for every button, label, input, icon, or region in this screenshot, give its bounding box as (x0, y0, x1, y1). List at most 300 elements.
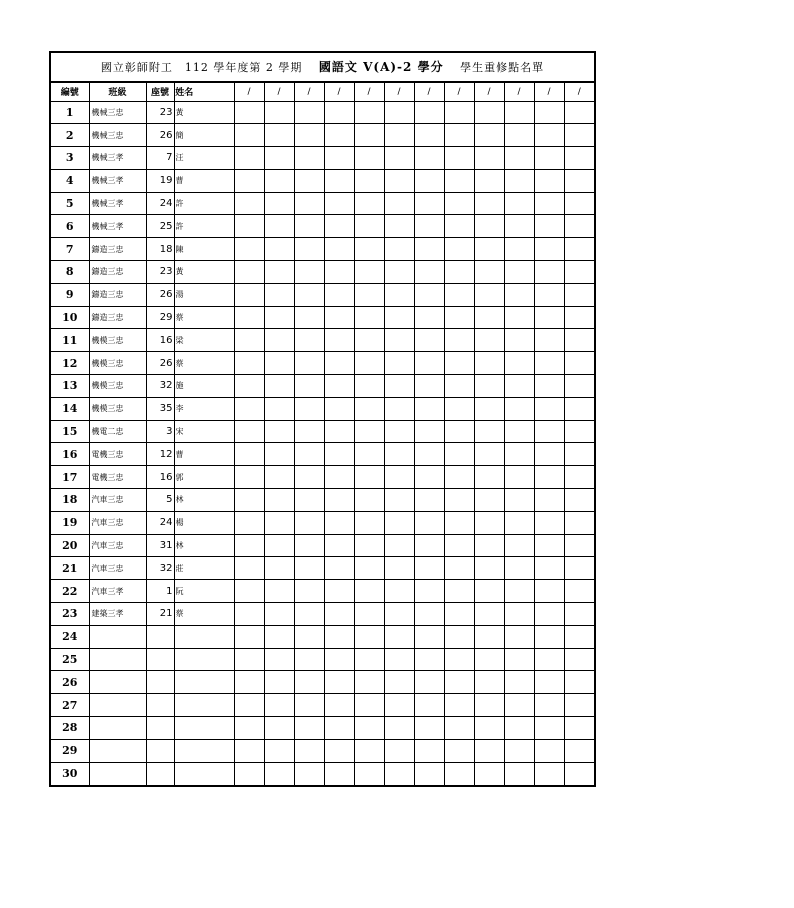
attendance-cell[interactable] (504, 261, 534, 284)
attendance-cell[interactable] (564, 762, 594, 785)
attendance-cell[interactable] (534, 717, 564, 740)
attendance-cell[interactable] (264, 397, 294, 420)
attendance-cell[interactable] (234, 397, 264, 420)
attendance-cell[interactable] (564, 648, 594, 671)
attendance-cell[interactable] (444, 648, 474, 671)
attendance-cell[interactable] (324, 169, 354, 192)
attendance-cell[interactable] (324, 580, 354, 603)
attendance-cell[interactable] (234, 124, 264, 147)
attendance-cell[interactable] (324, 534, 354, 557)
attendance-cell[interactable] (444, 580, 474, 603)
attendance-cell[interactable] (534, 101, 564, 124)
attendance-cell[interactable] (264, 534, 294, 557)
attendance-cell[interactable] (504, 717, 534, 740)
attendance-cell[interactable] (294, 261, 324, 284)
attendance-cell[interactable] (234, 329, 264, 352)
attendance-cell[interactable] (294, 306, 324, 329)
attendance-cell[interactable] (354, 443, 384, 466)
attendance-cell[interactable] (384, 466, 414, 489)
attendance-cell[interactable] (234, 283, 264, 306)
attendance-cell[interactable] (414, 694, 444, 717)
attendance-cell[interactable] (534, 603, 564, 626)
attendance-cell[interactable] (534, 261, 564, 284)
attendance-cell[interactable] (414, 557, 444, 580)
attendance-cell[interactable] (324, 603, 354, 626)
attendance-cell[interactable] (234, 762, 264, 785)
attendance-cell[interactable] (564, 625, 594, 648)
attendance-cell[interactable] (564, 124, 594, 147)
attendance-cell[interactable] (474, 283, 504, 306)
attendance-cell[interactable] (264, 101, 294, 124)
attendance-cell[interactable] (324, 329, 354, 352)
attendance-cell[interactable] (504, 147, 534, 170)
attendance-cell[interactable] (384, 694, 414, 717)
attendance-cell[interactable] (534, 443, 564, 466)
attendance-cell[interactable] (474, 580, 504, 603)
attendance-cell[interactable] (504, 694, 534, 717)
attendance-cell[interactable] (354, 215, 384, 238)
attendance-cell[interactable] (384, 443, 414, 466)
attendance-cell[interactable] (534, 124, 564, 147)
attendance-cell[interactable] (354, 352, 384, 375)
attendance-cell[interactable] (234, 215, 264, 238)
attendance-cell[interactable] (474, 420, 504, 443)
attendance-cell[interactable] (504, 671, 534, 694)
attendance-cell[interactable] (234, 694, 264, 717)
attendance-cell[interactable] (534, 238, 564, 261)
attendance-cell[interactable] (354, 420, 384, 443)
attendance-cell[interactable] (234, 625, 264, 648)
attendance-cell[interactable] (414, 215, 444, 238)
attendance-cell[interactable] (354, 466, 384, 489)
attendance-cell[interactable] (534, 329, 564, 352)
attendance-cell[interactable] (504, 420, 534, 443)
attendance-cell[interactable] (504, 557, 534, 580)
attendance-cell[interactable] (444, 603, 474, 626)
attendance-cell[interactable] (324, 283, 354, 306)
attendance-cell[interactable] (234, 375, 264, 398)
attendance-cell[interactable] (564, 192, 594, 215)
attendance-cell[interactable] (264, 625, 294, 648)
attendance-cell[interactable] (234, 511, 264, 534)
attendance-cell[interactable] (324, 306, 354, 329)
attendance-cell[interactable] (324, 147, 354, 170)
attendance-cell[interactable] (504, 215, 534, 238)
attendance-cell[interactable] (504, 238, 534, 261)
attendance-cell[interactable] (504, 306, 534, 329)
attendance-cell[interactable] (384, 215, 414, 238)
attendance-cell[interactable] (444, 762, 474, 785)
attendance-cell[interactable] (264, 511, 294, 534)
attendance-cell[interactable] (294, 671, 324, 694)
attendance-cell[interactable] (474, 534, 504, 557)
attendance-cell[interactable] (444, 717, 474, 740)
attendance-cell[interactable] (324, 192, 354, 215)
attendance-cell[interactable] (474, 443, 504, 466)
attendance-cell[interactable] (294, 101, 324, 124)
attendance-cell[interactable] (264, 603, 294, 626)
attendance-cell[interactable] (534, 557, 564, 580)
attendance-cell[interactable] (414, 375, 444, 398)
attendance-cell[interactable] (264, 124, 294, 147)
attendance-cell[interactable] (564, 397, 594, 420)
attendance-cell[interactable] (414, 648, 444, 671)
attendance-cell[interactable] (414, 329, 444, 352)
attendance-cell[interactable] (324, 420, 354, 443)
attendance-cell[interactable] (474, 717, 504, 740)
attendance-cell[interactable] (414, 238, 444, 261)
attendance-cell[interactable] (414, 603, 444, 626)
attendance-cell[interactable] (324, 397, 354, 420)
attendance-cell[interactable] (414, 352, 444, 375)
attendance-cell[interactable] (564, 466, 594, 489)
attendance-cell[interactable] (444, 192, 474, 215)
attendance-cell[interactable] (414, 625, 444, 648)
attendance-cell[interactable] (264, 329, 294, 352)
attendance-cell[interactable] (564, 580, 594, 603)
attendance-cell[interactable] (504, 762, 534, 785)
attendance-cell[interactable] (414, 580, 444, 603)
attendance-cell[interactable] (474, 261, 504, 284)
attendance-cell[interactable] (414, 101, 444, 124)
attendance-cell[interactable] (234, 739, 264, 762)
attendance-cell[interactable] (234, 648, 264, 671)
attendance-cell[interactable] (324, 557, 354, 580)
attendance-cell[interactable] (534, 375, 564, 398)
attendance-cell[interactable] (294, 580, 324, 603)
attendance-cell[interactable] (414, 717, 444, 740)
attendance-cell[interactable] (384, 238, 414, 261)
attendance-cell[interactable] (504, 375, 534, 398)
attendance-cell[interactable] (564, 375, 594, 398)
attendance-cell[interactable] (264, 443, 294, 466)
attendance-cell[interactable] (294, 557, 324, 580)
attendance-cell[interactable] (354, 169, 384, 192)
attendance-cell[interactable] (534, 192, 564, 215)
attendance-cell[interactable] (234, 306, 264, 329)
attendance-cell[interactable] (474, 124, 504, 147)
attendance-cell[interactable] (264, 694, 294, 717)
attendance-cell[interactable] (294, 717, 324, 740)
attendance-cell[interactable] (264, 147, 294, 170)
attendance-cell[interactable] (294, 648, 324, 671)
attendance-cell[interactable] (564, 534, 594, 557)
attendance-cell[interactable] (384, 352, 414, 375)
attendance-cell[interactable] (414, 147, 444, 170)
attendance-cell[interactable] (474, 648, 504, 671)
attendance-cell[interactable] (354, 375, 384, 398)
attendance-cell[interactable] (444, 557, 474, 580)
attendance-cell[interactable] (354, 283, 384, 306)
attendance-cell[interactable] (414, 489, 444, 512)
attendance-cell[interactable] (354, 717, 384, 740)
attendance-cell[interactable] (414, 511, 444, 534)
attendance-cell[interactable] (564, 420, 594, 443)
attendance-cell[interactable] (444, 215, 474, 238)
attendance-cell[interactable] (474, 762, 504, 785)
attendance-cell[interactable] (294, 192, 324, 215)
attendance-cell[interactable] (294, 443, 324, 466)
attendance-cell[interactable] (294, 420, 324, 443)
attendance-cell[interactable] (294, 147, 324, 170)
attendance-cell[interactable] (504, 739, 534, 762)
attendance-cell[interactable] (444, 511, 474, 534)
attendance-cell[interactable] (264, 466, 294, 489)
attendance-cell[interactable] (414, 192, 444, 215)
attendance-cell[interactable] (474, 397, 504, 420)
attendance-cell[interactable] (534, 739, 564, 762)
attendance-cell[interactable] (504, 443, 534, 466)
attendance-cell[interactable] (264, 557, 294, 580)
attendance-cell[interactable] (504, 625, 534, 648)
attendance-cell[interactable] (444, 169, 474, 192)
attendance-cell[interactable] (474, 375, 504, 398)
attendance-cell[interactable] (354, 557, 384, 580)
attendance-cell[interactable] (294, 215, 324, 238)
attendance-cell[interactable] (414, 739, 444, 762)
attendance-cell[interactable] (444, 147, 474, 170)
attendance-cell[interactable] (324, 101, 354, 124)
attendance-cell[interactable] (474, 625, 504, 648)
attendance-cell[interactable] (504, 489, 534, 512)
attendance-cell[interactable] (354, 534, 384, 557)
attendance-cell[interactable] (294, 283, 324, 306)
attendance-cell[interactable] (534, 648, 564, 671)
attendance-cell[interactable] (384, 671, 414, 694)
attendance-cell[interactable] (564, 603, 594, 626)
attendance-cell[interactable] (294, 511, 324, 534)
attendance-cell[interactable] (474, 511, 504, 534)
attendance-cell[interactable] (444, 375, 474, 398)
attendance-cell[interactable] (414, 306, 444, 329)
attendance-cell[interactable] (534, 466, 564, 489)
attendance-cell[interactable] (384, 261, 414, 284)
attendance-cell[interactable] (534, 580, 564, 603)
attendance-cell[interactable] (534, 489, 564, 512)
attendance-cell[interactable] (444, 420, 474, 443)
attendance-cell[interactable] (354, 739, 384, 762)
attendance-cell[interactable] (384, 717, 414, 740)
attendance-cell[interactable] (474, 739, 504, 762)
attendance-cell[interactable] (354, 489, 384, 512)
attendance-cell[interactable] (264, 489, 294, 512)
attendance-cell[interactable] (354, 306, 384, 329)
attendance-cell[interactable] (474, 215, 504, 238)
attendance-cell[interactable] (564, 101, 594, 124)
attendance-cell[interactable] (354, 603, 384, 626)
attendance-cell[interactable] (504, 580, 534, 603)
attendance-cell[interactable] (564, 329, 594, 352)
attendance-cell[interactable] (474, 352, 504, 375)
attendance-cell[interactable] (354, 329, 384, 352)
attendance-cell[interactable] (354, 648, 384, 671)
attendance-cell[interactable] (474, 169, 504, 192)
attendance-cell[interactable] (294, 169, 324, 192)
attendance-cell[interactable] (264, 215, 294, 238)
attendance-cell[interactable] (324, 671, 354, 694)
attendance-cell[interactable] (264, 580, 294, 603)
attendance-cell[interactable] (354, 671, 384, 694)
attendance-cell[interactable] (534, 671, 564, 694)
attendance-cell[interactable] (414, 671, 444, 694)
attendance-cell[interactable] (264, 739, 294, 762)
attendance-cell[interactable] (354, 625, 384, 648)
attendance-cell[interactable] (294, 694, 324, 717)
attendance-cell[interactable] (264, 283, 294, 306)
attendance-cell[interactable] (564, 306, 594, 329)
attendance-cell[interactable] (474, 147, 504, 170)
attendance-cell[interactable] (534, 283, 564, 306)
attendance-cell[interactable] (384, 511, 414, 534)
attendance-cell[interactable] (564, 717, 594, 740)
attendance-cell[interactable] (384, 192, 414, 215)
attendance-cell[interactable] (354, 147, 384, 170)
attendance-cell[interactable] (534, 511, 564, 534)
attendance-cell[interactable] (384, 101, 414, 124)
attendance-cell[interactable] (564, 261, 594, 284)
attendance-cell[interactable] (234, 238, 264, 261)
attendance-cell[interactable] (504, 124, 534, 147)
attendance-cell[interactable] (294, 124, 324, 147)
attendance-cell[interactable] (474, 192, 504, 215)
attendance-cell[interactable] (324, 648, 354, 671)
attendance-cell[interactable] (444, 397, 474, 420)
attendance-cell[interactable] (264, 306, 294, 329)
attendance-cell[interactable] (504, 192, 534, 215)
attendance-cell[interactable] (474, 306, 504, 329)
attendance-cell[interactable] (384, 648, 414, 671)
attendance-cell[interactable] (474, 557, 504, 580)
attendance-cell[interactable] (234, 603, 264, 626)
attendance-cell[interactable] (384, 603, 414, 626)
attendance-cell[interactable] (444, 694, 474, 717)
attendance-cell[interactable] (414, 466, 444, 489)
attendance-cell[interactable] (474, 101, 504, 124)
attendance-cell[interactable] (444, 261, 474, 284)
attendance-cell[interactable] (504, 397, 534, 420)
attendance-cell[interactable] (264, 375, 294, 398)
attendance-cell[interactable] (234, 717, 264, 740)
attendance-cell[interactable] (564, 147, 594, 170)
attendance-cell[interactable] (444, 283, 474, 306)
attendance-cell[interactable] (504, 511, 534, 534)
attendance-cell[interactable] (504, 352, 534, 375)
attendance-cell[interactable] (324, 717, 354, 740)
attendance-cell[interactable] (384, 169, 414, 192)
attendance-cell[interactable] (324, 694, 354, 717)
attendance-cell[interactable] (264, 717, 294, 740)
attendance-cell[interactable] (264, 261, 294, 284)
attendance-cell[interactable] (534, 352, 564, 375)
attendance-cell[interactable] (474, 489, 504, 512)
attendance-cell[interactable] (444, 443, 474, 466)
attendance-cell[interactable] (384, 147, 414, 170)
attendance-cell[interactable] (234, 443, 264, 466)
attendance-cell[interactable] (384, 375, 414, 398)
attendance-cell[interactable] (264, 420, 294, 443)
attendance-cell[interactable] (384, 762, 414, 785)
attendance-cell[interactable] (414, 124, 444, 147)
attendance-cell[interactable] (444, 124, 474, 147)
attendance-cell[interactable] (504, 648, 534, 671)
attendance-cell[interactable] (324, 124, 354, 147)
attendance-cell[interactable] (294, 625, 324, 648)
attendance-cell[interactable] (384, 580, 414, 603)
attendance-cell[interactable] (534, 625, 564, 648)
attendance-cell[interactable] (504, 101, 534, 124)
attendance-cell[interactable] (234, 352, 264, 375)
attendance-cell[interactable] (534, 420, 564, 443)
attendance-cell[interactable] (504, 466, 534, 489)
attendance-cell[interactable] (564, 511, 594, 534)
attendance-cell[interactable] (444, 101, 474, 124)
attendance-cell[interactable] (504, 603, 534, 626)
attendance-cell[interactable] (324, 762, 354, 785)
attendance-cell[interactable] (294, 375, 324, 398)
attendance-cell[interactable] (384, 124, 414, 147)
attendance-cell[interactable] (384, 283, 414, 306)
attendance-cell[interactable] (234, 261, 264, 284)
attendance-cell[interactable] (474, 238, 504, 261)
attendance-cell[interactable] (324, 261, 354, 284)
attendance-cell[interactable] (234, 192, 264, 215)
attendance-cell[interactable] (384, 625, 414, 648)
attendance-cell[interactable] (564, 443, 594, 466)
attendance-cell[interactable] (414, 443, 444, 466)
attendance-cell[interactable] (444, 625, 474, 648)
attendance-cell[interactable] (324, 443, 354, 466)
attendance-cell[interactable] (234, 466, 264, 489)
attendance-cell[interactable] (324, 511, 354, 534)
attendance-cell[interactable] (234, 101, 264, 124)
attendance-cell[interactable] (354, 762, 384, 785)
attendance-cell[interactable] (474, 466, 504, 489)
attendance-cell[interactable] (504, 283, 534, 306)
attendance-cell[interactable] (444, 534, 474, 557)
attendance-cell[interactable] (264, 762, 294, 785)
attendance-cell[interactable] (384, 557, 414, 580)
attendance-cell[interactable] (354, 101, 384, 124)
attendance-cell[interactable] (534, 147, 564, 170)
attendance-cell[interactable] (534, 534, 564, 557)
attendance-cell[interactable] (294, 329, 324, 352)
attendance-cell[interactable] (384, 306, 414, 329)
attendance-cell[interactable] (384, 420, 414, 443)
attendance-cell[interactable] (564, 238, 594, 261)
attendance-cell[interactable] (444, 238, 474, 261)
attendance-cell[interactable] (564, 169, 594, 192)
attendance-cell[interactable] (324, 625, 354, 648)
attendance-cell[interactable] (414, 534, 444, 557)
attendance-cell[interactable] (234, 169, 264, 192)
attendance-cell[interactable] (534, 397, 564, 420)
attendance-cell[interactable] (504, 534, 534, 557)
attendance-cell[interactable] (234, 147, 264, 170)
attendance-cell[interactable] (324, 352, 354, 375)
attendance-cell[interactable] (354, 580, 384, 603)
attendance-cell[interactable] (534, 694, 564, 717)
attendance-cell[interactable] (444, 306, 474, 329)
attendance-cell[interactable] (564, 671, 594, 694)
attendance-cell[interactable] (324, 739, 354, 762)
attendance-cell[interactable] (474, 603, 504, 626)
attendance-cell[interactable] (234, 489, 264, 512)
attendance-cell[interactable] (564, 352, 594, 375)
attendance-cell[interactable] (414, 420, 444, 443)
attendance-cell[interactable] (414, 397, 444, 420)
attendance-cell[interactable] (414, 762, 444, 785)
attendance-cell[interactable] (414, 169, 444, 192)
